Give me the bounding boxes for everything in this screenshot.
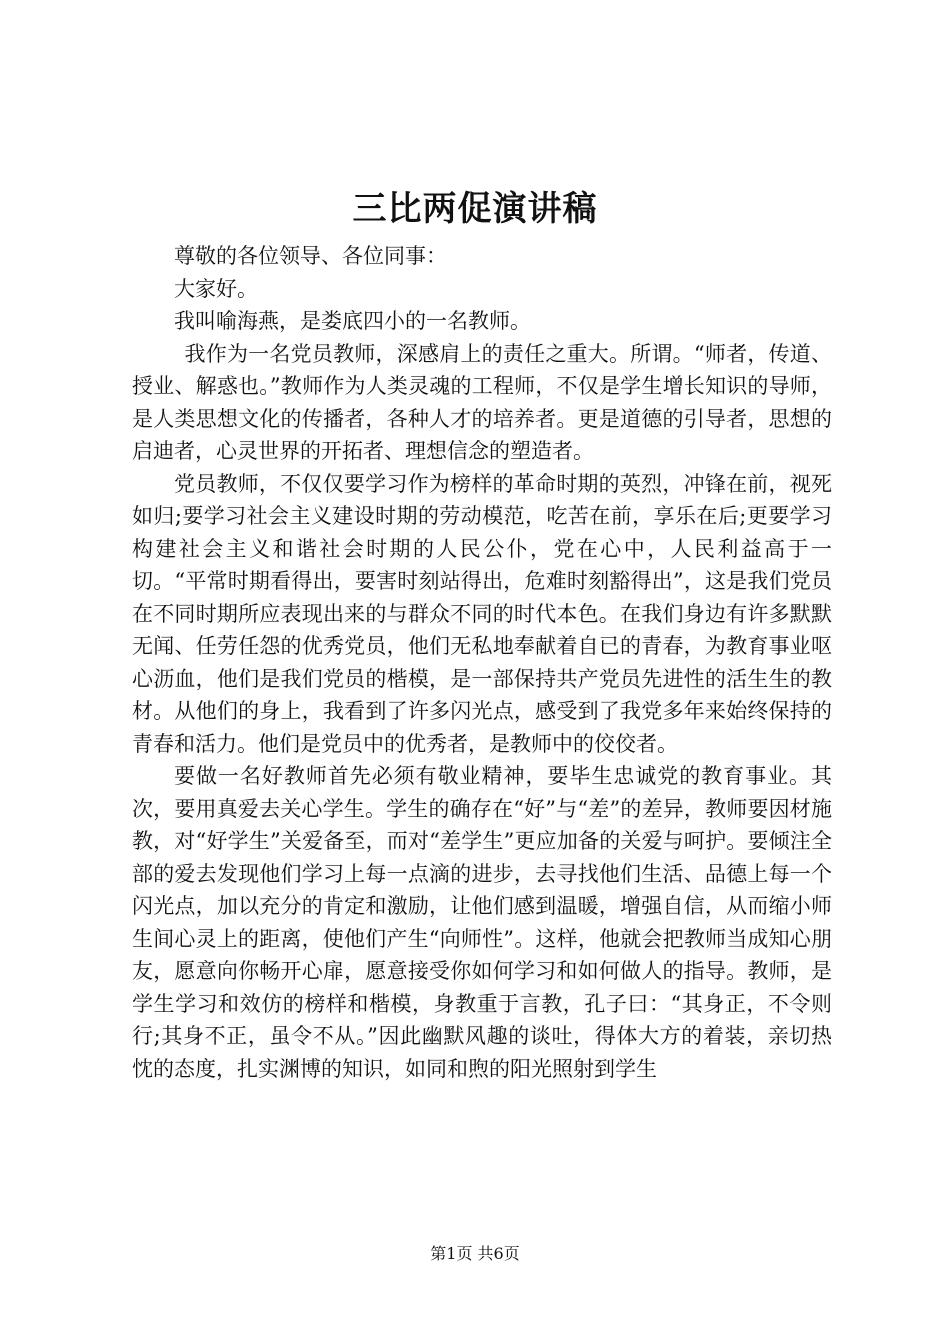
greeting-paragraph: 大家好。 — [174, 276, 258, 301]
document-body — [132, 240, 832, 1085]
body-paragraph: 要做一名好教师首先必须有敬业精神，要毕生忠诚党的教育事业。其次，要用真爱去关心学生。学生的确存在“好”与“差”的差异，教师要因材施教，对“好学生”关爱备至，而对“差学生”更应加备的关爱与呵护。要倾注全部的爱去发现他们学习上每一点滴的进步，去寻找他们生活、品德上每一个闪光点，加以充分的肯定和激励，让他们感到温暖，增强自信，从而缩小师生间心灵上的距离，使他们产生“向师性”。这样，他就会把教师当成知心朋友，愿意向你畅开心扉，愿意接受你如何学习和如何做人的指导。教师，是学生学习和效仿的榜样和楷模，身教重于言教，孔子曰：“其身正，不令则行;其身不正，虽令不从。”因此幽默风趣的谈吐，得体大方的着装，亲切热忱的态度，扎实渊博的知识，如同和煦的阳光照射到学生 — [132, 764, 832, 1081]
body-paragraph: 我作为一名党员教师，深感肩上的责任之重大。所谓。“师者，传道、授业、解惑也。”教师作为人类灵魂的工程师，不仅是学生增长知识的导师，是人类思想文化的传播者，各种人才的培养者。更是道德的引导者，思想的启迪者，心灵世界的开拓者、理想信念的塑造者。 — [132, 341, 832, 463]
body-paragraph: 党员教师，不仅仅要学习作为榜样的革命时期的英烈，冲锋在前，视死如归;要学习社会主义建设时期的劳动模范，吃苦在前，享乐在后;更要学习构建社会主义和谐社会时期的人民公仆，党在心中，人民利益高于一切。“平常时期看得出，要害时刻站得出，危难时刻豁得出”，这是我们党员在不同时期所应表现出来的与群众不同的时代本色。在我们身边有许多默默无闻、任劳任怨的优秀党员，他们无私地奉献着自已的青春，为教育事业呕心沥血，他们是我们党员的楷模，是一部保持共产党员先进性的活生生的教材。从他们的身上，我看到了许多闪光点，感受到了我党多年来始终保持的青春和活力。他们是党员中的优秀者，是教师中的佼佼者。 — [132, 471, 832, 756]
page-number-footer: 第1页 共6页 — [430, 1244, 520, 1263]
document-title: 三比两促演讲稿 — [352, 189, 598, 229]
introduction-paragraph: 我叫喻海燕，是娄底四小的一名教师。 — [174, 309, 531, 333]
salutation-paragraph: 尊敬的各位领导、各位同事： — [174, 244, 447, 268]
